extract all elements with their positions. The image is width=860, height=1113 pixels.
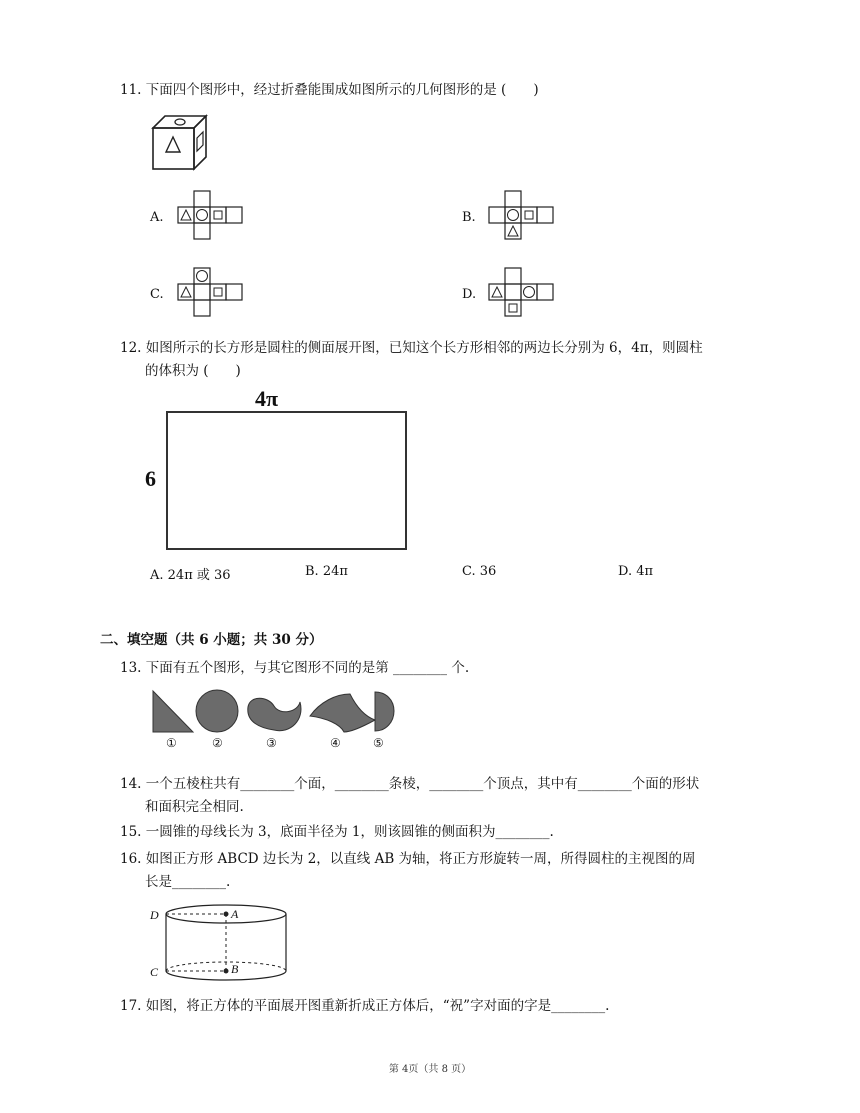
question-15-text: 15. 一圆锥的母线长为 3，底面半径为 1，则该圆锥的侧面积为________. xyxy=(120,824,554,840)
q12-side-length-label: 6 xyxy=(145,466,156,491)
q12-option-c[interactable]: C. 36 xyxy=(462,564,497,579)
q12-rectangle-figure xyxy=(166,411,408,551)
question-14-line1: 14. 一个五棱柱共有________个面，________条棱，________个顶点，其中有________个面的形状 xyxy=(120,776,700,792)
q11-option-c-net xyxy=(178,267,244,317)
q13-label-2: ② xyxy=(212,736,223,750)
page-footer: 第 4页（共 8 页） xyxy=(388,1064,472,1075)
q16-point-c: C xyxy=(150,965,159,979)
q13-shapes-figure xyxy=(150,690,400,735)
question-12-line1: 12. 如图所示的长方形是圆柱的侧面展开图，已知这个长方形相邻的两边长分别为 6，4π，则圆柱 xyxy=(120,340,703,356)
q11-option-c-label[interactable]: C. xyxy=(150,287,164,302)
q12-option-d[interactable]: D. 4π xyxy=(618,564,654,579)
section-2-title: 二、填空题（共 6 小题；共 30 分） xyxy=(100,632,323,648)
question-11-text: 11. 下面四个图形中，经过折叠能围成如图所示的几何图形的是 ( ) xyxy=(120,82,539,98)
q11-option-a-net xyxy=(178,190,244,240)
q11-cube-figure xyxy=(150,113,210,173)
q12-option-b[interactable]: B. 24π xyxy=(305,564,348,579)
q13-label-5: ⑤ xyxy=(373,736,384,750)
question-16-line2: 长是________. xyxy=(145,874,231,890)
q13-label-3: ③ xyxy=(266,736,277,750)
q16-point-a: A xyxy=(231,907,239,921)
q13-label-1: ① xyxy=(166,736,177,750)
question-14-line2: 和面积完全相同. xyxy=(145,799,244,815)
question-17-text: 17. 如图，将正方体的平面展开图重新折成正方体后，“祝”字对面的字是________. xyxy=(120,998,610,1014)
q13-label-4: ④ xyxy=(330,736,341,750)
question-13-text: 13. 下面有五个图形，与其它图形不同的是第 ________ 个. xyxy=(120,660,470,676)
question-16-line1: 16. 如图正方形 ABCD 边长为 2，以直线 AB 为轴，将正方形旋转一周，所得圆柱的主视图的周 xyxy=(120,851,696,867)
q16-point-b: B xyxy=(231,962,239,976)
q12-option-a[interactable]: A. 24π 或 36 xyxy=(150,568,231,583)
q11-option-b-label[interactable]: B. xyxy=(462,210,476,225)
q16-point-d: D xyxy=(150,908,159,922)
q16-cylinder-figure xyxy=(146,900,286,985)
q11-option-a-label[interactable]: A. xyxy=(150,210,164,225)
q11-option-d-net xyxy=(489,267,555,317)
q11-option-b-net xyxy=(489,190,555,240)
q11-option-d-label[interactable]: D. xyxy=(462,287,477,302)
question-12-line2: 的体积为 ( ) xyxy=(145,363,241,379)
q12-top-length-label: 4π xyxy=(255,386,279,411)
